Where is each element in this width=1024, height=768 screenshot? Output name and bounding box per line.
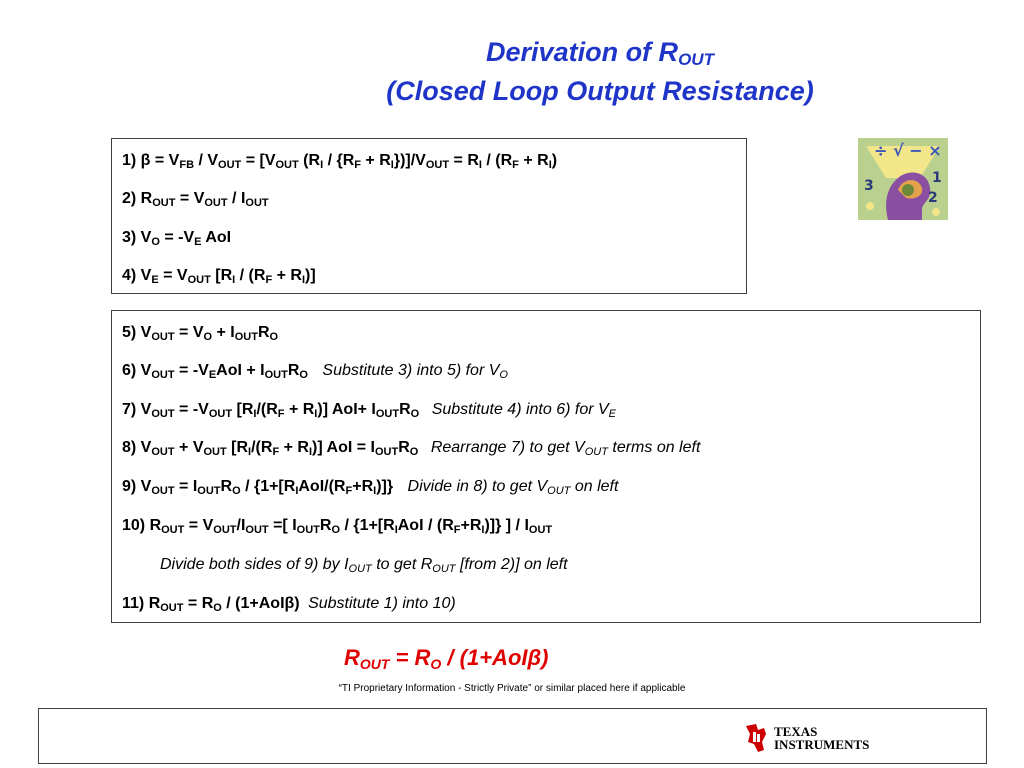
equation-11: 11) $R_{OUT} = R_O / (1+AoI\beta)$ Substitute 1) into 10) <box>122 595 456 614</box>
equation-8: 8) $V_{OUT} + V_{OUT}$ $[R_I/(R_F + R_I)]$ AoI = $I_{OUT}R_O$ Rearrange 7) to get $V_{OUT}$ terms on left <box>122 439 701 458</box>
result-formula: $R_{OUT} = R_O / (1+AoI\beta)$ <box>344 645 549 672</box>
definitions-box <box>111 138 747 294</box>
svg-text:3: 3 <box>864 178 874 194</box>
slide-title-line1: Derivation of $R_{OUT}$ <box>486 37 714 69</box>
equation-3: 3) $V_O = -V_E$ AoI <box>122 229 232 248</box>
logo-text-instruments: INSTRUMENTS <box>774 737 870 752</box>
equation-6-note: Substitute 3) into 5) for $V_O$ <box>322 362 508 381</box>
equation-4: 4) $V_E = V_{OUT}$ $[R_I / (R_F + R_I)]$ <box>122 267 316 286</box>
equation-11-note: Substitute 1) into 10) <box>308 595 456 612</box>
equation-8-note: Rearrange 7) to get $V_{OUT}$ terms on left <box>430 439 701 458</box>
svg-text:1: 1 <box>932 170 942 186</box>
logo-text-texas: TEXAS <box>774 724 818 739</box>
equation-7: 7) $V_{OUT} = -V_{OUT}$ $[R_I/(R_F + R_I)]$ $AoI+ I_{OUT}R_O$ Substitute 4) into 6) for $V_E$ <box>122 401 617 420</box>
clipart-symbols: ÷ √ − × <box>874 141 942 160</box>
equation-1: 1) $\beta = V_{FB} / V_{OUT} = [V_{OUT}$ $(R_I / \{R_F + R_I\})]/V_{OUT} = R_I / (R_F + R_I)$ <box>122 152 558 171</box>
equation-2: 2) $R_{OUT} = V_{OUT} / I_{OUT}$ <box>122 190 269 209</box>
equation-9: 9) $V_{OUT} = I_{OUT}R_O / \{1+[R_IAoI/(R_F+R_I)]\}$ Divide in 8) to get $V_{OUT}$ on left <box>122 478 619 497</box>
texas-instruments-logo-icon <box>742 716 892 756</box>
equation-6: 6) $V_{OUT} = -V_EAoI + I_{OUT}R_O$ Substitute 3) into 5) for $V_O$ <box>122 362 508 381</box>
equation-10-note: Divide both sides of 9) by $I_{OUT}$ to get $R_{OUT}$ [from 2)] on left <box>160 556 568 575</box>
equation-7-note: Substitute 4) into 6) for $V_E$ <box>431 401 617 420</box>
proprietary-footnote: “TI Proprietary Information - Strictly Private” or similar placed here if applicable <box>338 683 686 694</box>
slide-title-line2: (Closed Loop Output Resistance) <box>386 76 814 106</box>
equation-9-note: Divide in 8) to get $V_{OUT}$ on left <box>407 478 619 497</box>
svg-text:2: 2 <box>928 190 938 206</box>
equation-5: 5) $V_{OUT} = V_O + I_{OUT}R_O$ <box>122 324 279 343</box>
derivation-box <box>111 310 981 623</box>
equation-10: 10) $R_{OUT} = V_{OUT}/I_{OUT}$ =[ $I_{OUT}R_O / \{1+[R_IAoI / (R_F+R_I)]\}$ ] / $I_{OUT}$ <box>122 517 553 536</box>
math-head-clipart-icon <box>858 138 948 220</box>
